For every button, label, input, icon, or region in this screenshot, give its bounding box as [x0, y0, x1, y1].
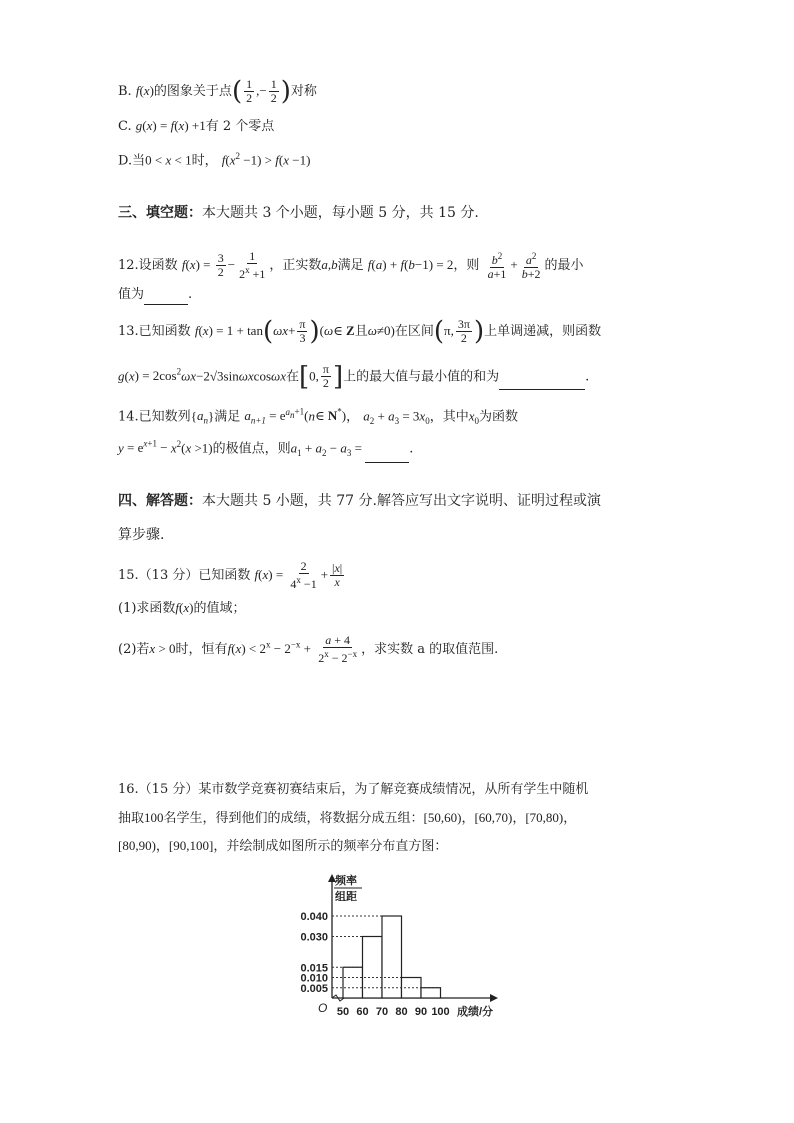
- origin-label: O: [318, 1001, 328, 1015]
- x-tick-label: 50: [336, 1006, 350, 1018]
- question-15-part-1: (1)求函数f(x)的值域；: [118, 600, 246, 616]
- section-3-heading: 三、填空题：本大题共 3 个小题，每小题 5 分，共 15 分.: [118, 205, 479, 221]
- question-16: 16.（15 分）某市数学竞赛初赛结束后，为了解竞赛成绩情况，从所有学生中随机: [118, 782, 589, 797]
- x-tick-label: 70: [375, 1006, 389, 1018]
- option-b: B. f(x)的图象关于点( $\frac{1}{2}$ ,− $\frac{1}{2}$ )对称: [118, 76, 317, 107]
- y-axis-label-top: 频率: [335, 875, 357, 887]
- question-14-line-2: $y = e^{x+1} - x^2(x >1)$的极值点，则$a_1 + a_2 - a_3$ = .: [118, 434, 413, 463]
- option-d: D.当0 < x < 1时， $f(x^2 -1) > f(x -1)$: [118, 151, 311, 169]
- y-tick-label: 0.015: [300, 962, 328, 975]
- question-14: 14.已知数列$\{a_n\}$满足 $a_{n+1}$ = $e^{a_n+1}(n\in$ N*)， $a_2 + a_3 = 3x_0$，其中$x_0$为函数: [118, 407, 518, 426]
- question-16-line-3: [80,90)，[90,100]，并绘制成如图所示的频率分布直方图：: [118, 838, 448, 854]
- y-tick-label: 0.005: [300, 982, 328, 995]
- x-tick-label: 100: [431, 1006, 450, 1018]
- y-tick-label: 0.040: [300, 911, 328, 923]
- question-13: 13.已知函数 f(x) = 1 + tan(ωx+ $\frac{\pi}{3}$ )(ω∈ Z且ω≠0)在区间(π, $\frac{3\pi}{2}$ )上单调递减，则函数: [118, 316, 602, 347]
- question-16-line-2: 抽取100名学生，得到他们的成绩，将数据分成五组：[50,60)，[60,70)，[70,80)，: [118, 810, 577, 826]
- answer-blank[interactable]: [144, 290, 188, 305]
- y-tick-label: 0.010: [300, 972, 328, 985]
- histogram-bar: [343, 967, 363, 998]
- option-b-label: B.: [118, 84, 132, 99]
- question-15: 15.（13 分）已知函数 f(x) = $\frac{2}{4^x -1}$ + $\frac{|x|}{x}$: [118, 559, 343, 591]
- question-13-line-2: $g(x) = 2\cos^2\omega x-2√3\sin\omega xcos\omega x$在[0, $\frac{\pi}{2}$ ]上的最大值与最小值的和为 .: [118, 361, 590, 392]
- question-15-part-2: (2)若x > 0时，恒有$f(x) < 2^x - 2^{-x}$ + $\frac{a + 4}{2^x - 2^{-x}}$ ，求实数 a 的取值范围.: [118, 633, 499, 665]
- option-c: C. g(x) = f(x) +1有 2 个零点: [118, 118, 275, 134]
- x-tick-label: 90: [414, 1006, 428, 1018]
- section-4-heading: 四、解答题：本大题共 5 小题，共 77 分.解答应写出文字说明、证明过程或演: [118, 493, 601, 509]
- section-4-heading-line-2: 算步骤.: [118, 527, 165, 543]
- frequency-histogram: [285, 870, 515, 1022]
- answer-blank[interactable]: [365, 448, 409, 463]
- x-tick-label: 60: [356, 1006, 369, 1018]
- histogram-bar: [363, 937, 383, 999]
- option-b-text: 的图象关于点: [153, 84, 232, 99]
- histogram-bar: [421, 988, 441, 998]
- x-tick-label: 80: [395, 1006, 408, 1018]
- y-axis-label-bottom: 组距: [335, 891, 357, 903]
- answer-blank[interactable]: [499, 375, 585, 390]
- x-axis-arrow: [490, 994, 498, 1002]
- histogram-bar: [382, 916, 402, 998]
- question-12-line-2: 值为 .: [118, 285, 192, 305]
- question-12: 12.设函数 f(x) = $\frac{3}{2}$ − $\frac{1}{2^x +1}$ ，正实数a,b满足 f(a) + f(b−1) = 2，则 $\frac{b^2}{a+1}$ + $\frac{a^2}{b+2}$ 的最小: [118, 249, 584, 281]
- x-axis-label: 成绩/分: [457, 1006, 494, 1018]
- y-tick-label: 0.030: [300, 931, 328, 944]
